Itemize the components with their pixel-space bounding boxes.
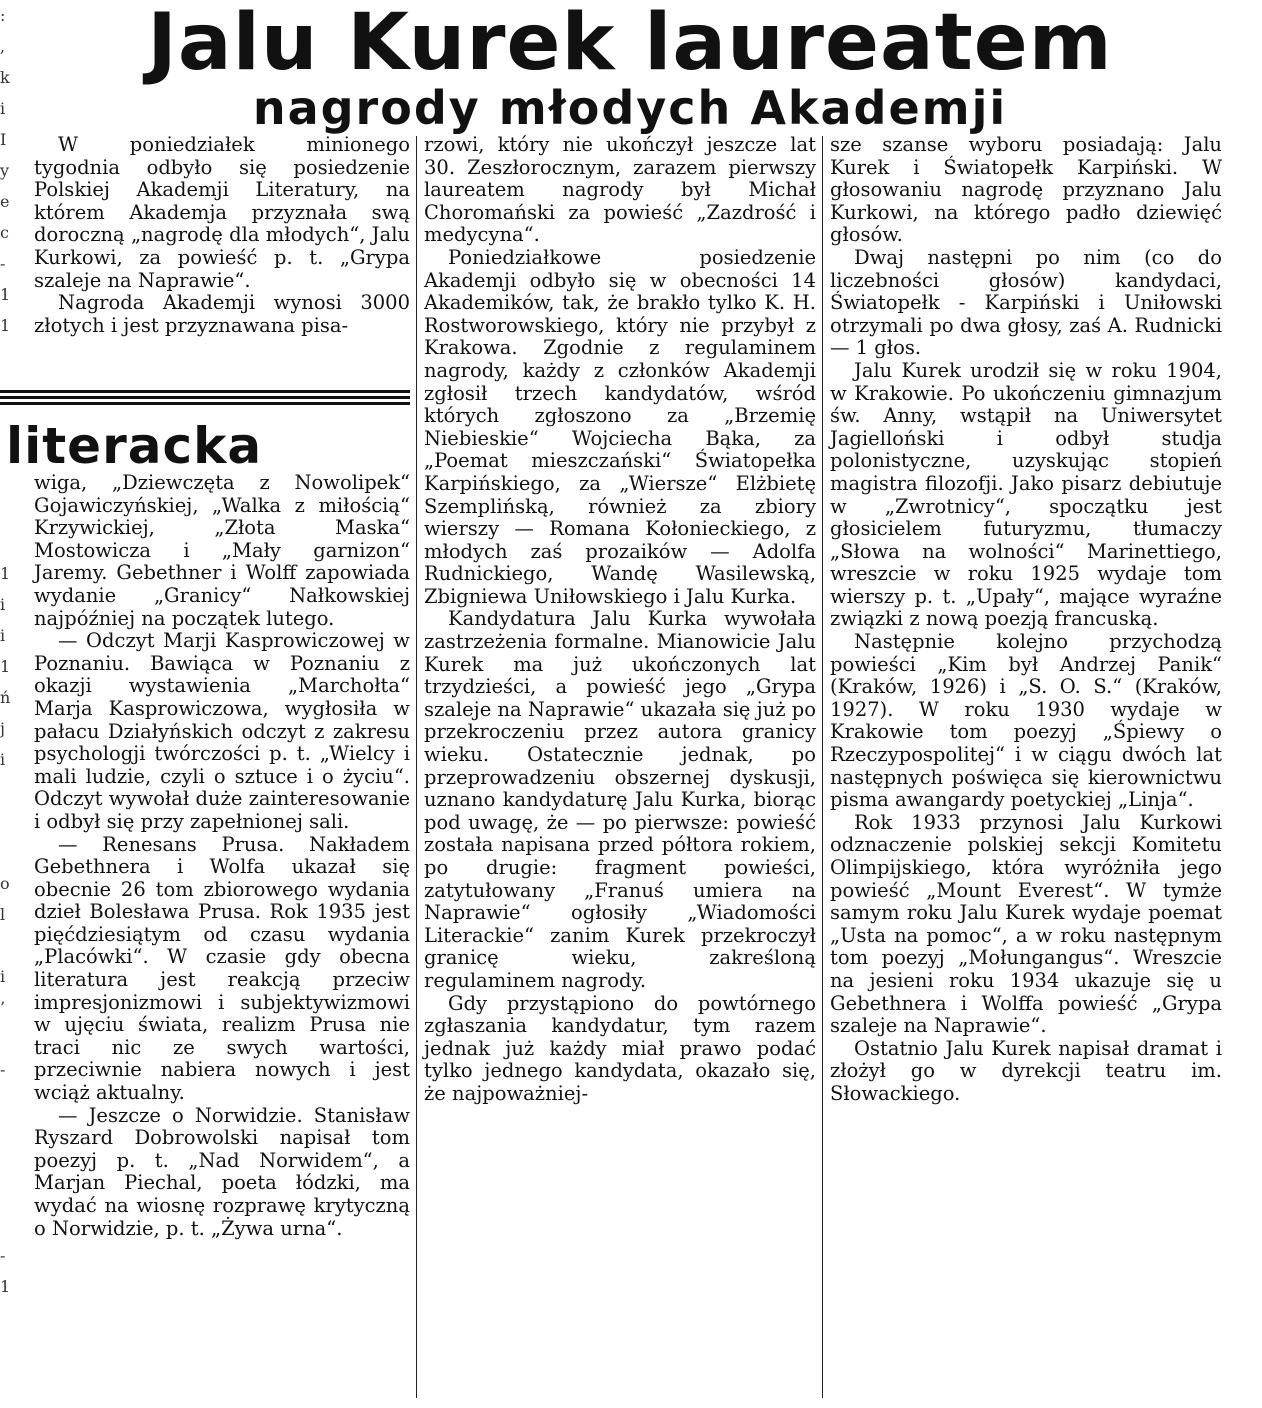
section-divider [0, 390, 410, 406]
paragraph: Kandydatura Jalu Kurka wywołała zastrzeżenia formalne. Mianowicie Jalu Kurek ma już ukończonych lat trzydzieści, a powieść jego „Grypa szaleje na Naprawie“ ukazała się już po przekroczeniu przez autora granicy wieku. Ostatecznie jednak, po przeprowadzeniu obszernej dyskusji, uznano kandydaturę Jalu Kurka, biorąc pod uwagę, że — po pierwsze: powieść została napisana przed półtora rokiem, po drugie: fragment powieści, zatytułowany „Franuś umiera na Naprawie“ ogłosiły „Wiadomości Literackie“ zanim Kurek przekroczył granicę wieku, zakreśloną regulaminem nagrody. [424, 607, 816, 992]
column-1-bottom [34, 472, 410, 1240]
subheadline: nagrody młodych Akademji [252, 81, 1008, 135]
paragraph: rzowi, który nie ukończył jeszcze lat 30. Zeszłorocznym, zarazem pierwszy laureatem nagrody był Michał Choromański za powieść „Zazdrość i medycyna“. [424, 133, 816, 247]
paragraph: — Odczyt Marji Kasprowiczowej w Poznaniu. Bawiąca w Poznaniu z okazji wystawienia „Marchołta“ Marja Kasprowiczowa, wygłosiła w pałacu Działyńskich odczyt z zakresu psychologji twórczości p. t. „Wielcy i mali ludzie, czyli o sztuce i o życiu“. Odczyt wywołał duże zainteresowanie i odbył się przy zapełnionej sali. [34, 629, 410, 833]
column-2 [424, 134, 816, 1106]
column-rule [822, 136, 823, 1398]
paragraph: Nagroda Akademji wynosi 3000 złotych i jest przyznawana pisa- [34, 291, 410, 337]
paragraph: Rok 1933 przynosi Jalu Kurkowi odznaczenie polskiej sekcji Komitetu Olimpijskiego, która wyróżniła jego powieść „Mount Everest“. W tymże samym roku Jalu Kurek wydaje poemat „Usta na pomoc“, a w roku następnym tom poezyj „Mołungangus“. Wreszcie na jesieni roku 1934 ukazuje się u Gebethnera i Wolffa powieść „Grypa szaleje na Naprawie“. [830, 810, 1222, 1038]
column-3 [830, 134, 1222, 1106]
paragraph: Dwaj następni po nim (co do liczebności głosów) kandydaci, Światopełk - Karpiński i Uniłowski otrzymali po dwa głosy, zaś A. Rudnicki — 1 głos. [830, 245, 1222, 360]
column-rule [416, 136, 417, 1398]
paragraph: — Jeszcze o Norwidzie. Stanisław Ryszard Dobrowolski napisał tom poezyj p. t. „Nad Norwidem“, a Marjan Piechal, poeta łódzki, ma wydać na wiosnę rozprawę krytyczną o Norwidzie, p. t. „Żywa urna“. [34, 1103, 410, 1240]
paragraph: wiga, „Dziewczęta z Nowolipek“ Gojawiczyńskiej, „Walka z miłością“ Krzywickiej, „Złota Maska“ Mostowicza i „Mały garnizon“ Jaremy. Gebethner i Wolff zapowiada wydanie „Granicy“ Nałkowskiej najpóźniej na początek lutego. [34, 471, 410, 630]
paragraph: — Renesans Prusa. Nakładem Gebethnera i Wolfa ukazał się obecnie 26 tom zbiorowego wydania dzieł Bolesława Prusa. Rok 1935 jest pięćdziesiątym od czasu wydania „Placówki“. W czasie gdy obecna literatura jest reakcją przeciw impresjonizmowi i subjektywizmowi w ujęciu świata, realizm Prusa nie traci nic ze swych wartości, przeciwnie nabiera nowych i jest wciąż aktualny. [34, 832, 410, 1105]
paragraph: Jalu Kurek urodził się w roku 1904, w Krakowie. Po ukończeniu gimnazjum św. Anny, wstąpił na Uniwersytet Jagielloński i odbył studja polonistyczne, uzyskując stopień magistra filozofji. Jako pisarz debiutuje w „Zwrotnicy“, spoczątku jest głosicielem futuryzmu, tłumaczy „Słowa na wolności“ Marinettiego, wreszcie w roku 1925 wydaje tom wierszy p. t. „Upały“, mające wyraźne związki z nową poezją francuską. [830, 358, 1222, 631]
paragraph: W poniedziałek minionego tygodnia odbyło się posiedzenie Polskiej Akademji Literatury, na którem Akademja przyznała swą doroczną „nagrodę dla młodych“, Jalu Kurkowi, za powieść p. t. „Grypa szaleje na Naprawie“. [34, 133, 410, 292]
column-1-top [34, 134, 410, 337]
section-title: literacka [6, 417, 263, 475]
headline: Jalu Kurek laureatem [147, 0, 1113, 88]
paragraph: Ostatnio Jalu Kurek napisał dramat i złożył go w dyrekcji teatru im. Słowackiego. [830, 1036, 1222, 1105]
paragraph: sze szanse wyboru posiadają: Jalu Kurek i Światopełk Karpiński. W głosowaniu nagrodę przyznano Jalu Kurkowi, na którego padło dziewięć głosów. [830, 133, 1222, 247]
paragraph: Poniedziałkowe posiedzenie Akademji odbyło się w obecności 14 Akademików, tak, że brakło tylko K. H. Rostworowskiego, który nie przybył z Krakowa. Zgodnie z regulaminem nagrody, każdy z członków Akademji zgłosił trzech kandydatów, wśród których zgłoszono za „Brzemię Niebieskie“ Wojciecha Bąka, za „Poemat mieszczański“ Światopełka Karpińskiego, za „Wiersze“ Elżbietę Szemplińską, również za zbiory wierszy — Romana Kołonieckiego, z młodych zaś prozaików — Adolfa Rudnickiego, Wandę Wasilewską, Zbigniewa Uniłowskiego i Jalu Kurka. [424, 245, 816, 608]
paragraph: Następnie kolejno przychodzą powieści „Kim był Andrzej Panik“ (Kraków, 1926) i „S. O. S.“ (Kraków, 1927). W roku 1930 wydaje w Krakowie tom poezyj „Śpiewy o Rzeczypospolitej“ i w ciągu dwóch lat następnych poświęca się kierownictwu pisma awangardy poetyckiej „Linja“. [830, 630, 1222, 812]
left-margin-fragments: : , k i I y e c - 1 1 1 i i 1 ń j i o l i ’ - - 1 [0, 6, 11, 1296]
paragraph: Gdy przystąpiono do powtórnego zgłaszania kandydatur, tym razem jednak już każdy miał prawo podać tylko jednego kandydata, okazało się, że najpoważniej- [424, 991, 816, 1105]
